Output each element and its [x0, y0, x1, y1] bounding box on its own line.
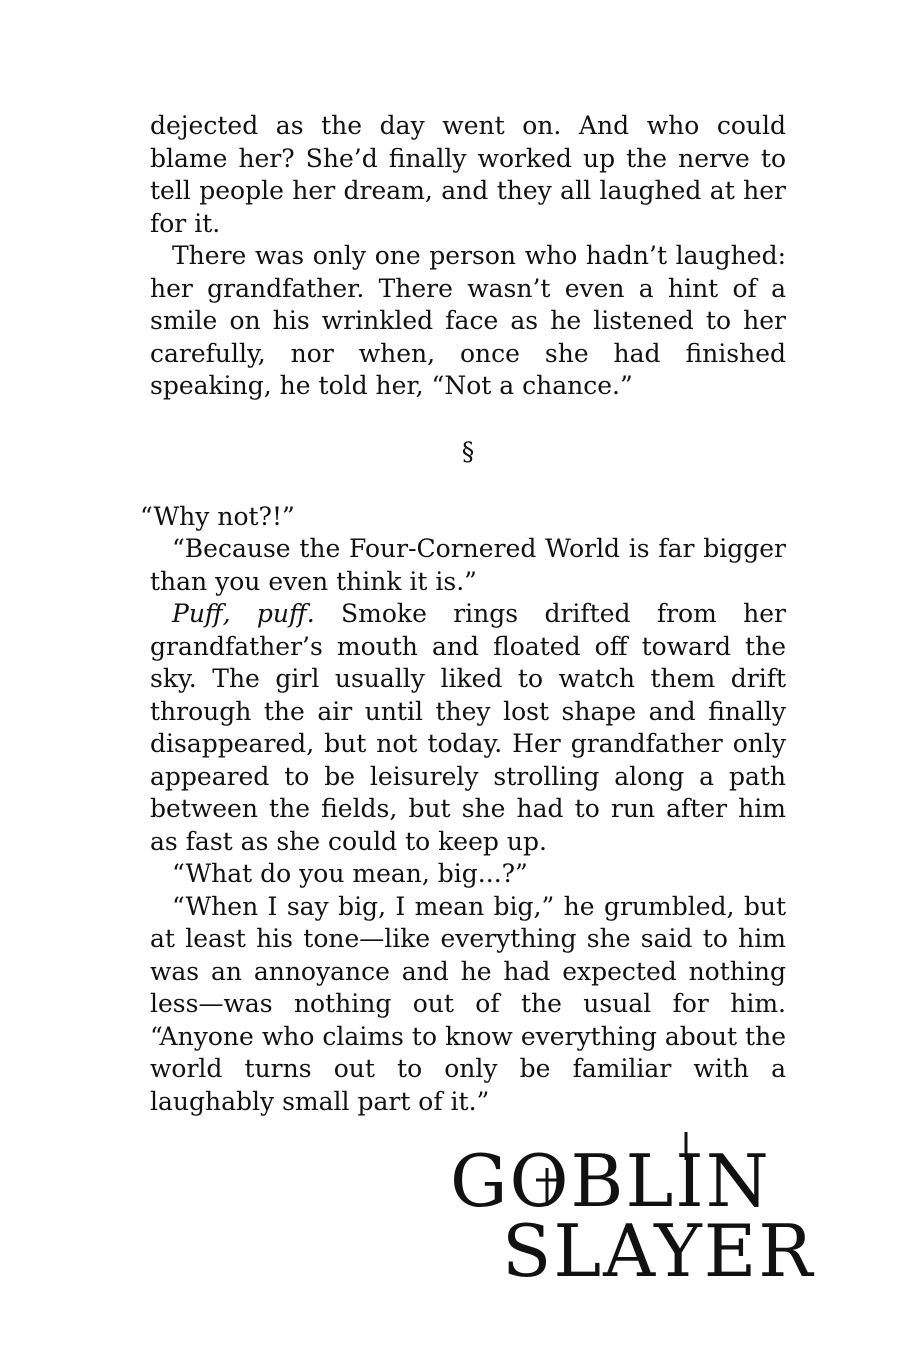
paragraph-because: “Because the Four-Cornered World is far bigger than you even think it is.” [150, 534, 786, 596]
paragraph-why-not: “Why not?!” [140, 501, 295, 531]
page-body-text [140, 110, 787, 1118]
paragraph-puff [150, 598, 786, 858]
section-break: § [461, 436, 475, 466]
logo-line-slayer: SLAYER [502, 1209, 815, 1290]
puff-italic: Puff, puff. [172, 599, 315, 628]
goblin-slayer-logo [450, 1130, 820, 1290]
paragraph-2: There was only one person who hadn’t laughed: her grandfather. There wasn’t even a hint of a smile on his wrinkled face as he listened to her carefully, nor when, once she had finished speaking, he told her, “Not a chance.” [150, 241, 786, 400]
paragraph-what-big: “What do you mean, big...?” [172, 859, 528, 888]
paragraph-1: dejected as the day went on. And who could blame her? She’d finally worked up the nerve to tell people her dream, and they all laughed at her for it. [150, 111, 786, 238]
logo-line-goblin: GOBLIN [450, 1139, 771, 1223]
puff-rest: Smoke rings drifted from her grandfather’s mouth and floated off toward the sky. The girl usually liked to watch them drift through the air until they lost shape and finally disappeared, but not today. Her grandfather only appeared to be leisurely strolling along a path between the fields, but she had to run after him as fast as she could to keep up. [150, 599, 787, 856]
paragraph-when-i-say: “When I say big, I mean big,” he grumbled, but at least his tone—like everything she said to him was an annoyance and he had expected nothing less—was nothing out of the usual for him. “Anyone who claims to know everything about the world turns out to only be familiar with a laughably small part of it.” [150, 891, 786, 1116]
